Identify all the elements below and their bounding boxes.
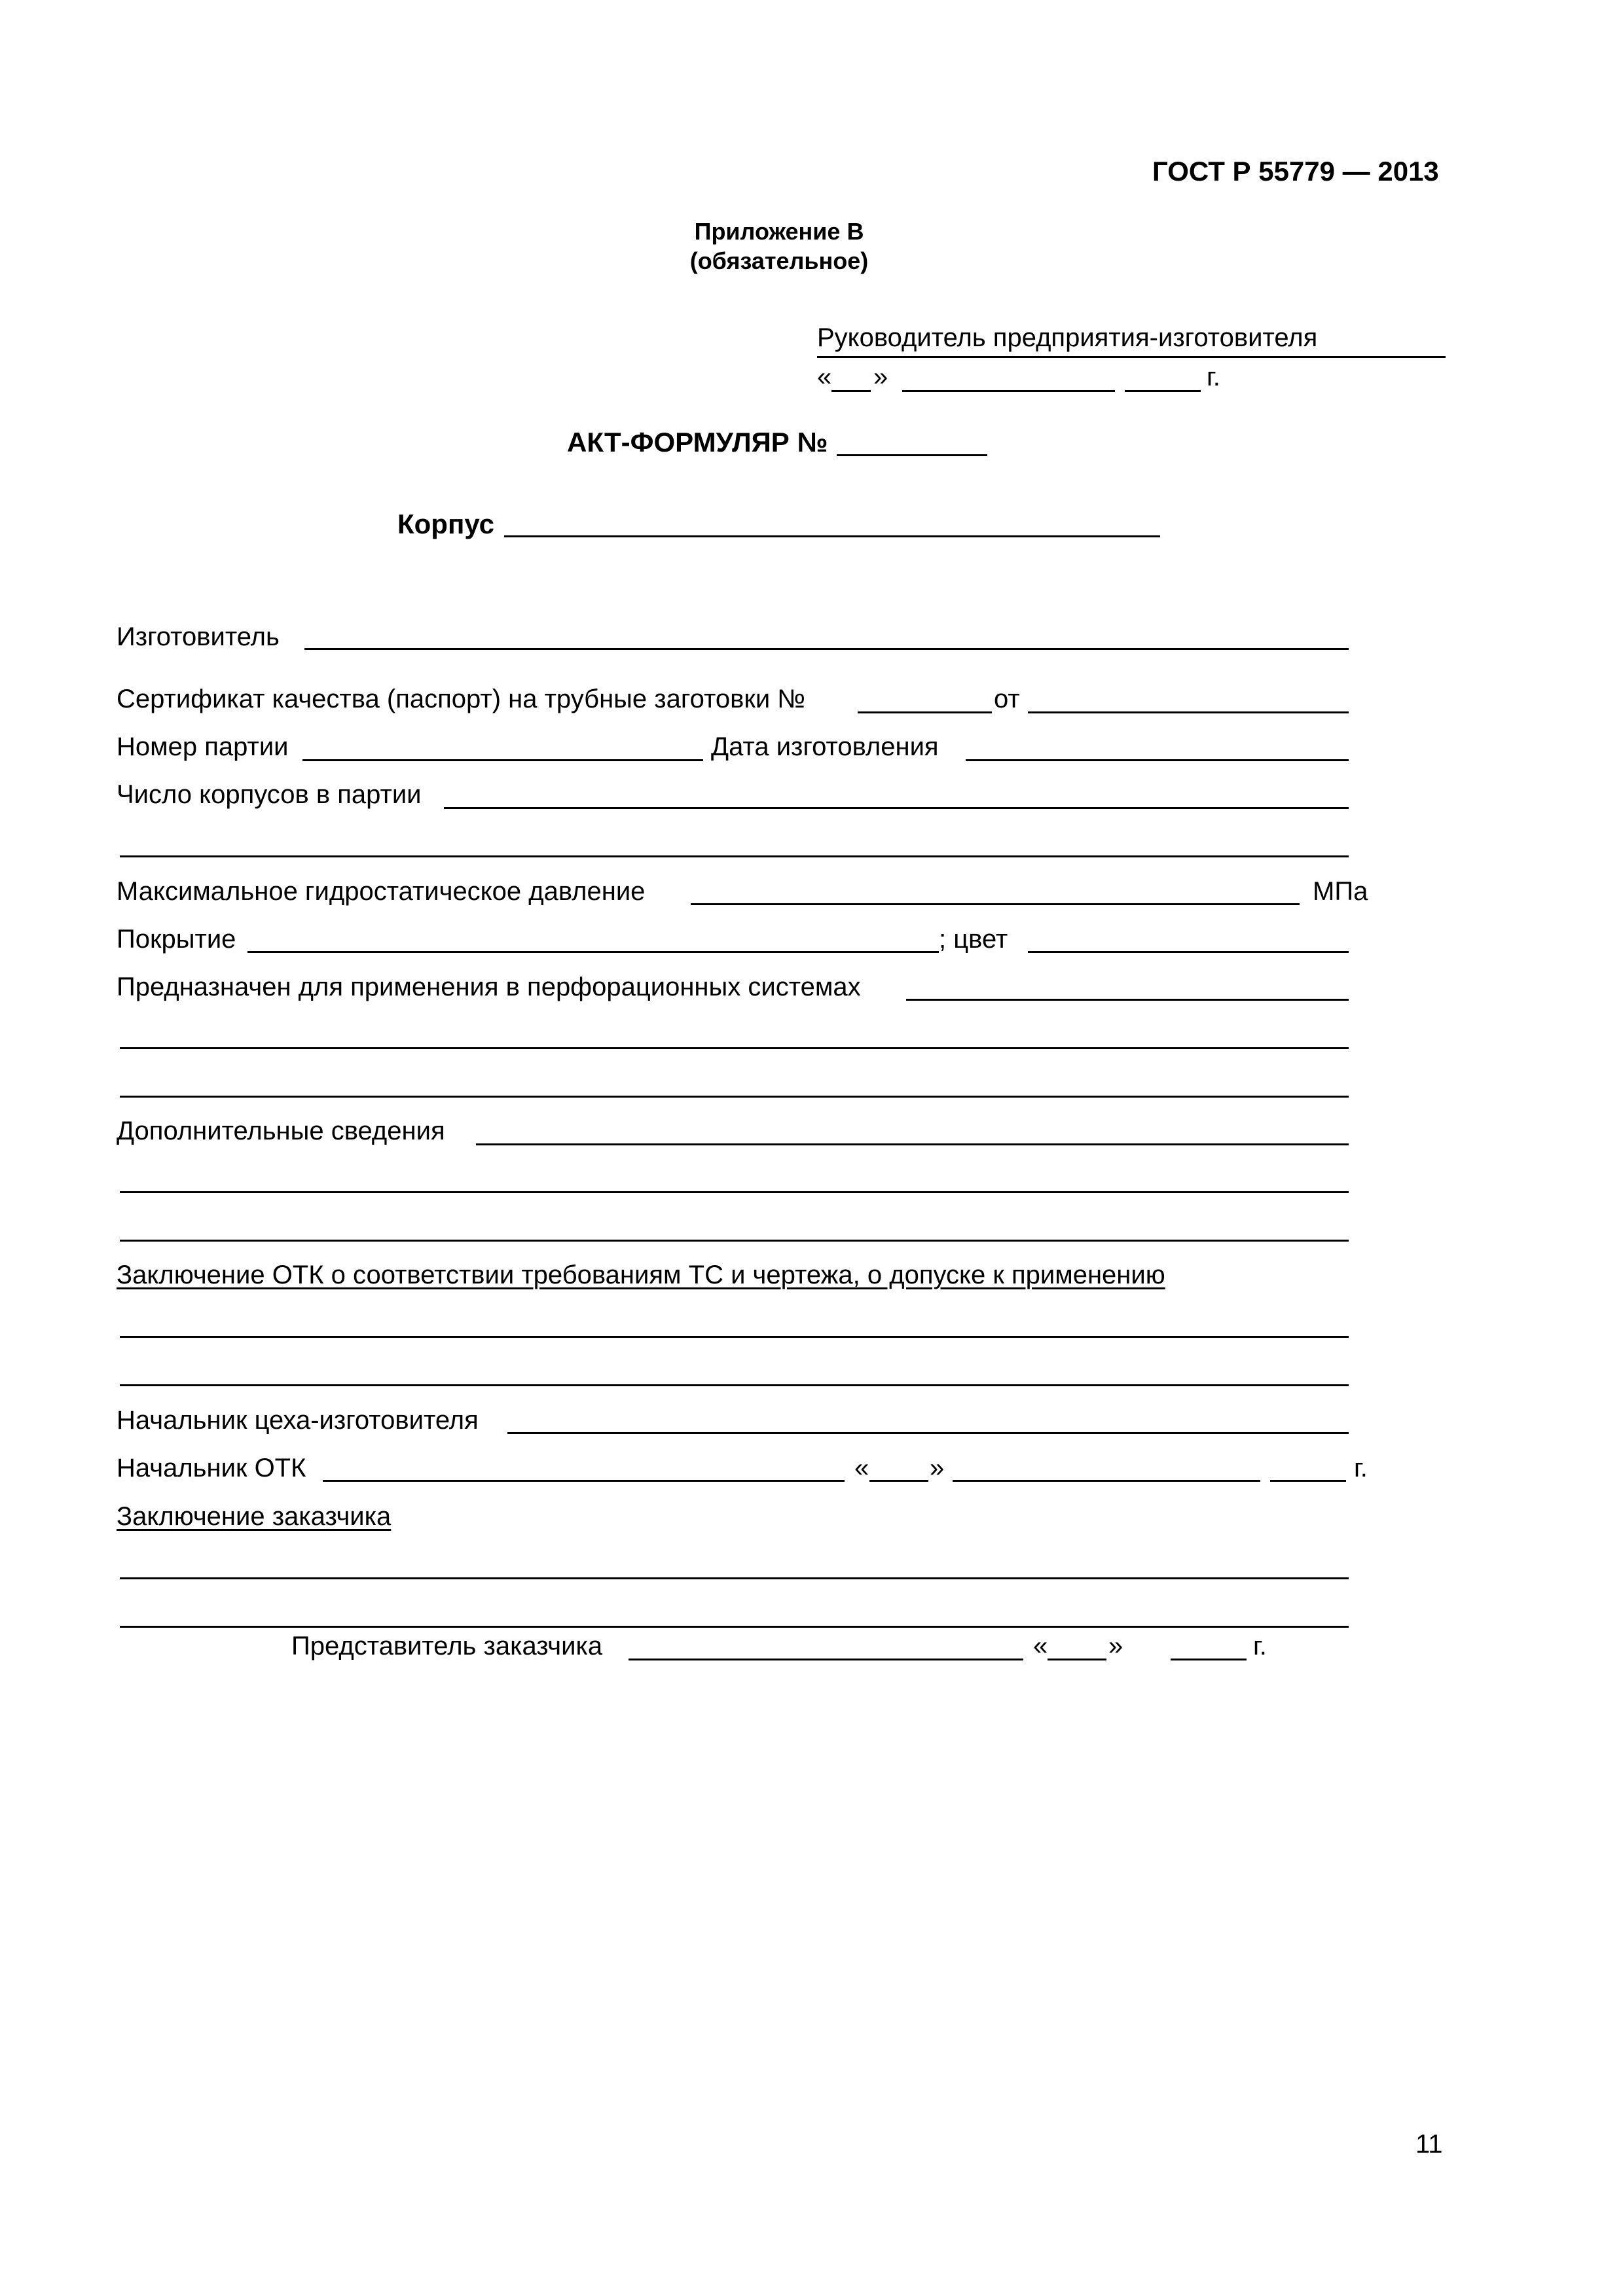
qc-head-date-close: » — [930, 1454, 945, 1482]
intended-use-line-3 — [120, 1096, 1349, 1098]
intended-use-line-2 — [120, 1047, 1349, 1049]
customer-rep-year-suffix: г. — [1253, 1632, 1267, 1660]
customer-rep-label: Представитель заказчика — [291, 1632, 603, 1660]
approval-date-open: « — [817, 363, 832, 391]
max-pressure-label: Максимальное гидростатическое давление — [117, 877, 646, 906]
approval-year-suffix: г. — [1207, 363, 1220, 391]
qc-head-year-line — [1270, 1480, 1346, 1482]
body-label: Корпус — [397, 509, 494, 539]
shop-head-label: Начальник цеха-изготовителя — [117, 1406, 479, 1435]
approval-year-line — [1125, 390, 1201, 392]
coating-color-line — [1028, 951, 1349, 953]
certificate-date-line — [1028, 711, 1349, 713]
coating-color-label: ; цвет — [939, 925, 1008, 954]
customer-rep-date-open: « — [1033, 1632, 1048, 1660]
bodies-in-batch-label: Число корпусов в партии — [117, 780, 422, 809]
bodies-in-batch-line — [444, 807, 1349, 809]
appendix-title: Приложение В — [694, 218, 864, 245]
form-title: АКТ-ФОРМУЛЯР № — [567, 427, 828, 457]
customer-conclusion-heading: Заключение заказчика — [117, 1502, 392, 1531]
customer-conclusion-line — [120, 1577, 1349, 1579]
approval-head-label: Руководитель предприятия-изготовителя — [817, 323, 1318, 352]
additional-info-line — [476, 1143, 1349, 1145]
shop-head-line — [507, 1432, 1349, 1434]
pressure-unit: МПа — [1313, 877, 1368, 906]
approval-signature-line — [817, 356, 1446, 358]
manufacture-date-label: Дата изготовления — [711, 732, 939, 761]
coating-label: Покрытие — [117, 925, 236, 954]
manufacturer-label: Изготовитель — [117, 622, 280, 651]
qc-head-signature-line — [323, 1480, 845, 1482]
customer-rep-year-line — [1171, 1659, 1247, 1660]
standard-number: ГОСТ Р 55779 — 2013 — [1152, 156, 1439, 187]
customer-rep-signature-line — [629, 1659, 1023, 1660]
additional-info-label: Дополнительные сведения — [117, 1117, 445, 1145]
page-number: 11 — [1415, 2130, 1443, 2159]
qc-head-day-line — [869, 1480, 928, 1482]
additional-info-line-3 — [120, 1240, 1349, 1242]
batch-number-line — [302, 759, 703, 761]
approval-month-line — [902, 390, 1115, 392]
qc-head-month-line — [953, 1480, 1260, 1482]
approval-date-close: » — [873, 363, 888, 391]
qc-conclusion-line — [120, 1336, 1349, 1338]
intended-use-label: Предназначен для применения в перфорационных системах — [117, 973, 861, 1001]
qc-conclusion-line-2 — [120, 1384, 1349, 1386]
approval-day-line — [831, 390, 871, 392]
max-pressure-line — [691, 903, 1300, 905]
qc-head-year-suffix: г. — [1354, 1454, 1368, 1482]
customer-rep-day-line — [1048, 1659, 1106, 1660]
qc-conclusion-heading: Заключение ОТК о соответствии требованиям ТС и чертежа, о допуске к применению — [117, 1261, 1165, 1289]
intended-use-line — [906, 999, 1349, 1001]
body-field-line — [504, 535, 1160, 537]
bodies-in-batch-line-2 — [120, 855, 1349, 857]
form-number-line — [837, 454, 987, 456]
coating-line — [247, 951, 939, 953]
customer-rep-date-close: » — [1108, 1632, 1123, 1660]
qc-head-date-open: « — [854, 1454, 869, 1482]
manufacture-date-line — [966, 759, 1349, 761]
manufacturer-field-line — [304, 648, 1349, 650]
additional-info-line-2 — [120, 1191, 1349, 1193]
appendix-note: (обязательное) — [689, 247, 869, 274]
certificate-number-line — [858, 711, 992, 713]
certificate-label: Сертификат качества (паспорт) на трубные заготовки № — [117, 685, 806, 713]
customer-conclusion-line-2 — [120, 1626, 1349, 1628]
batch-number-label: Номер партии — [117, 732, 289, 761]
certificate-from-label: от — [994, 685, 1020, 713]
qc-head-label: Начальник ОТК — [117, 1454, 306, 1482]
